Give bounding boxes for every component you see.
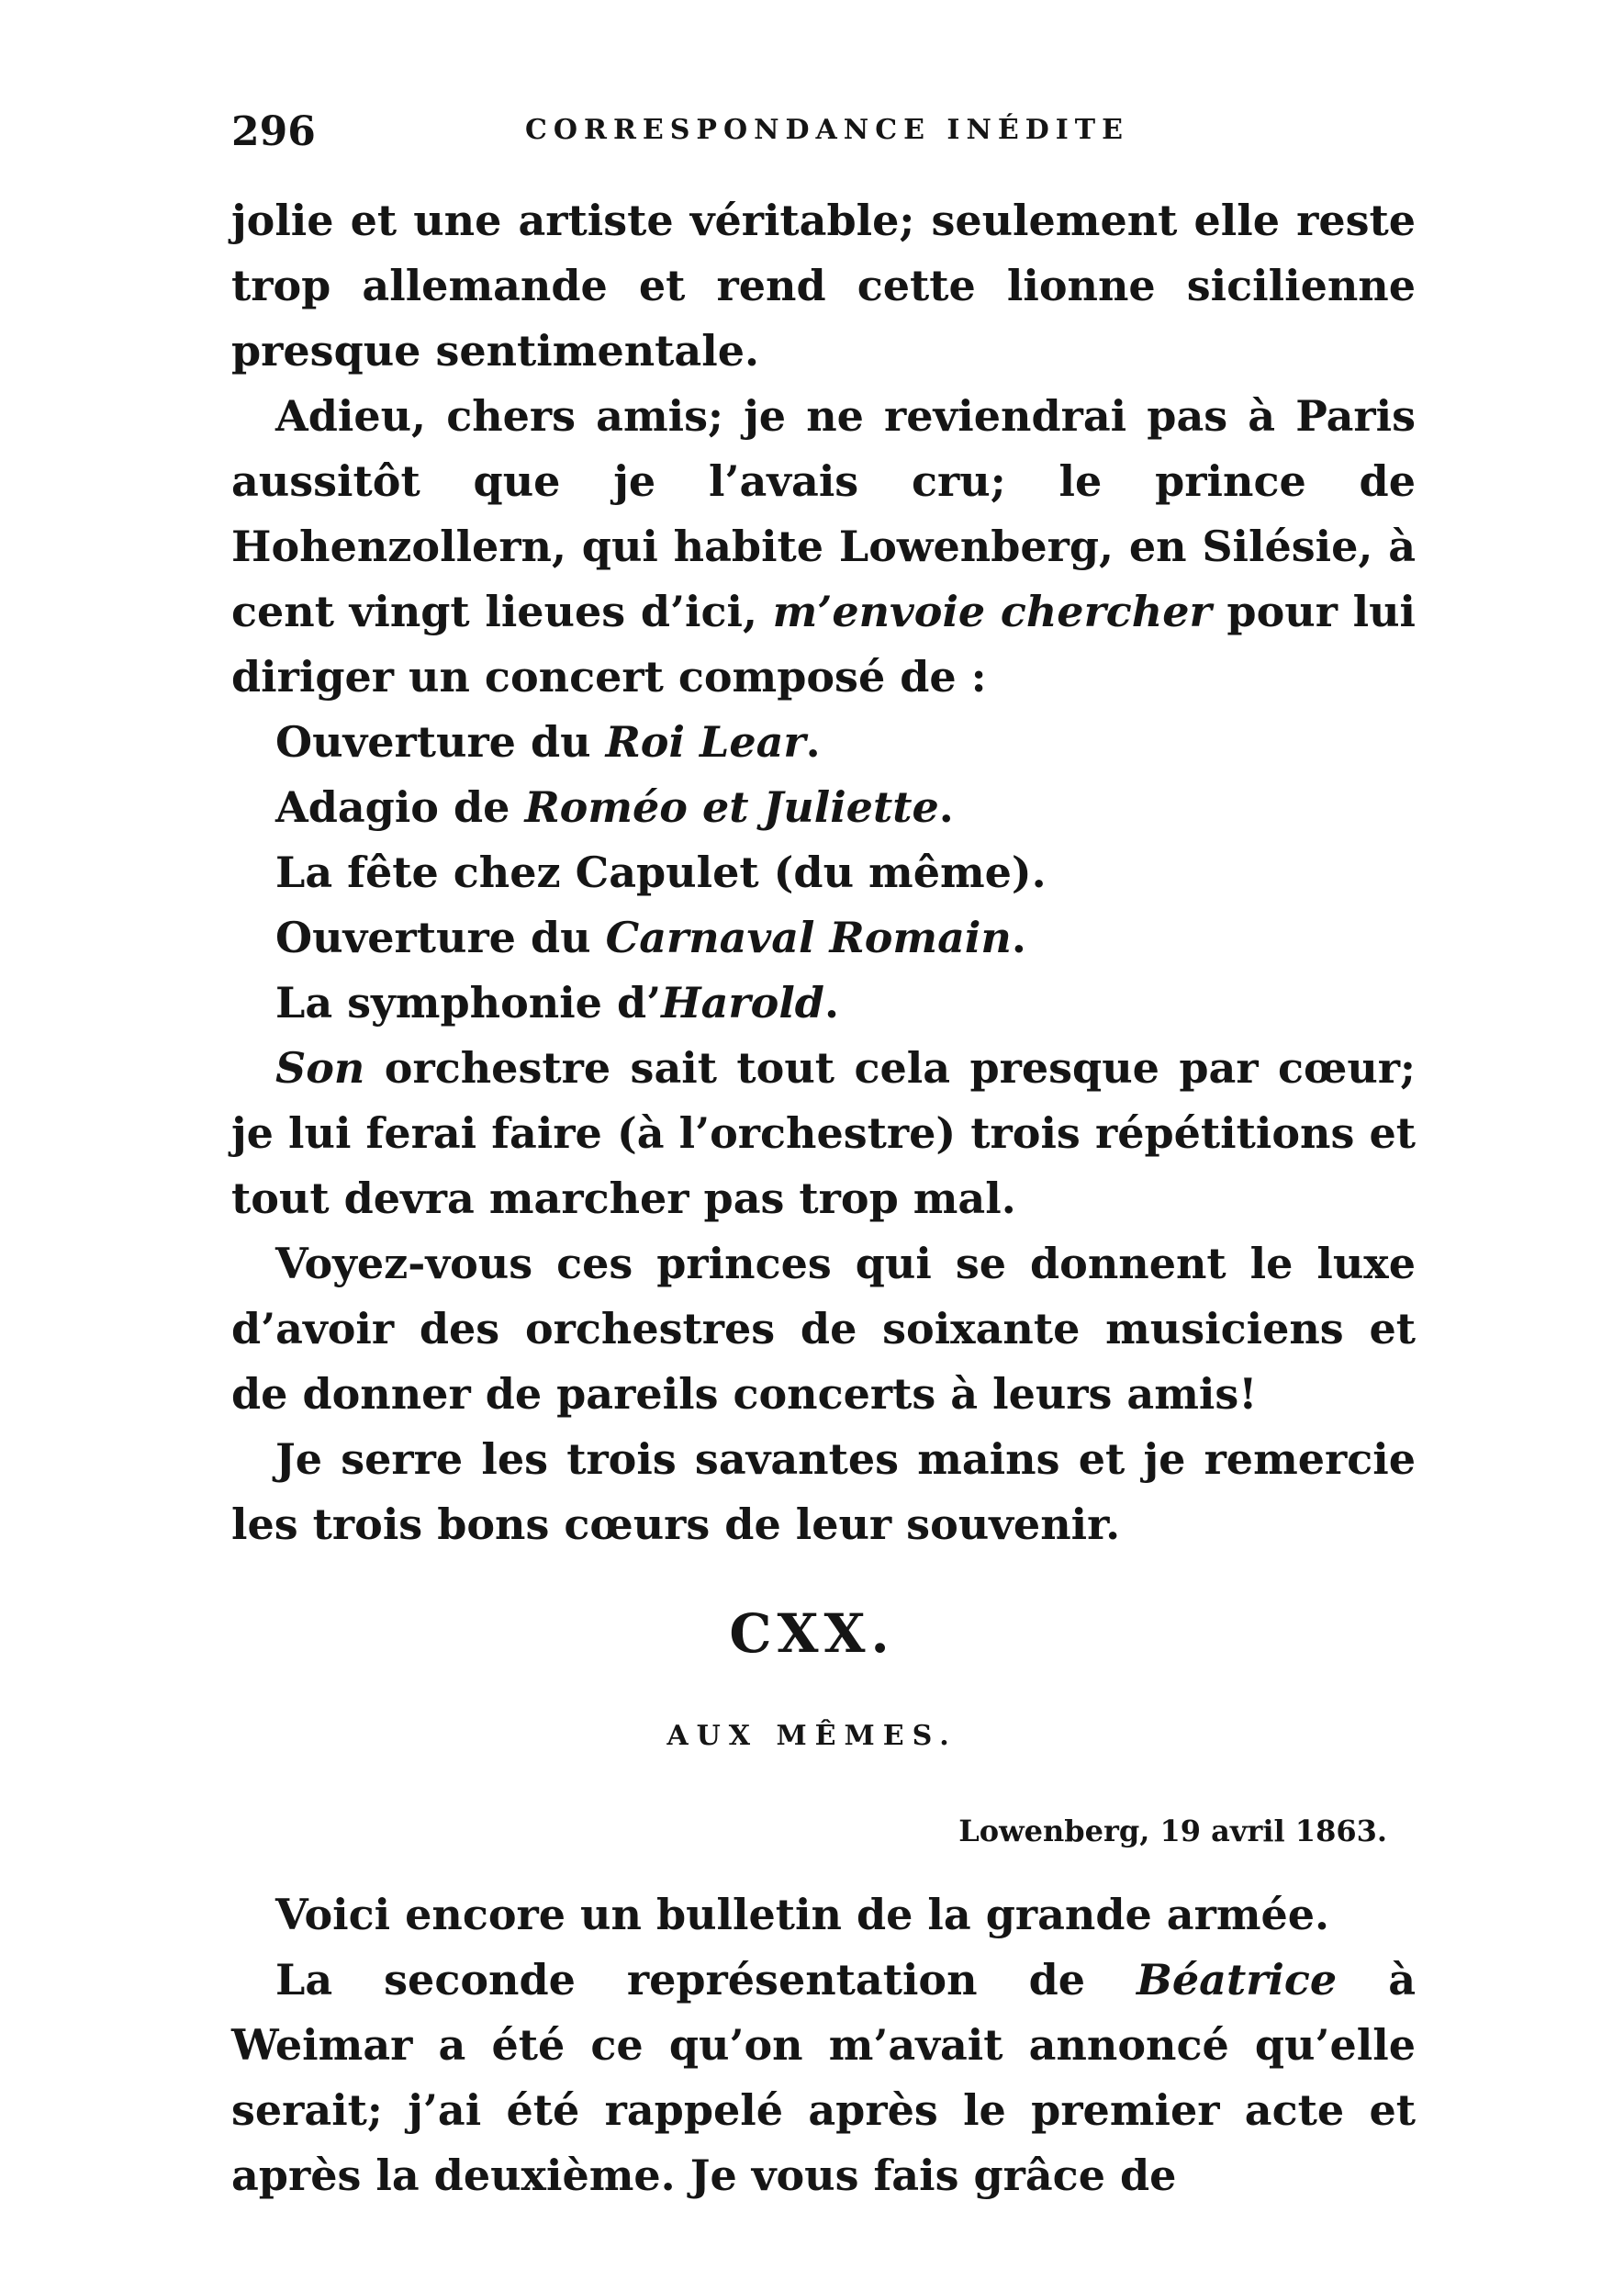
paragraph: Voyez-vous ces princes qui se donnent le luxe d’avoir des orchestres de soixante musiciens et de donner de pareils concerts à leurs amis!	[231, 1239, 1416, 1419]
dateline: Lowenberg, 19 avril 1863.	[958, 1814, 1387, 1848]
paragraph: La seconde représentation de Béatrice à Weimar a été ce qu’on m’avait annoncé qu’elle serait; j’ai été rappelé après le premier acte et après la deuxième. Je vous fais grâce de	[231, 1955, 1416, 2200]
paragraph: Son orchestre sait tout cela presque par cœur; je lui ferai faire (à l’orchestre) trois répétitions et tout devra marcher pas trop mal.	[231, 1043, 1416, 1223]
program-item: Ouverture du Roi Lear.	[275, 717, 821, 767]
body-text	[231, 188, 1416, 1557]
section-number: CXX.	[729, 1602, 895, 1665]
paragraph: Je serre les trois savantes mains et je remercie les trois bons cœurs de leur souvenir.	[231, 1434, 1416, 1549]
paragraph: jolie et une artiste véritable; seulement elle reste trop allemande et rend cette lionne sicilienne presque sentimentale.	[231, 196, 1416, 376]
section-title: AUX MÊMES.	[666, 1720, 958, 1752]
paragraph: Adieu, chers amis; je ne reviendrai pas à Paris aussitôt que je l’avais cru; le prince de Hohenzollern, qui habite Lowenberg, en Silésie, à cent vingt lieues d’ici, m’envoie chercher pour lui diriger un concert composé de :	[231, 391, 1416, 702]
program-item: Ouverture du Carnaval Romain.	[275, 913, 1026, 962]
page-number: 296	[231, 108, 316, 155]
running-title: CORRESPONDANCE INÉDITE	[525, 114, 1129, 146]
program-item: Adagio de Roméo et Juliette.	[275, 782, 954, 832]
letter-text	[231, 1882, 1416, 2208]
paragraph: Voici encore un bulletin de la grande armée.	[275, 1890, 1330, 1939]
program-item: La symphonie d’Harold.	[275, 978, 839, 1028]
page-header	[231, 108, 1406, 163]
program-item: La fête chez Capulet (du même).	[275, 848, 1047, 897]
